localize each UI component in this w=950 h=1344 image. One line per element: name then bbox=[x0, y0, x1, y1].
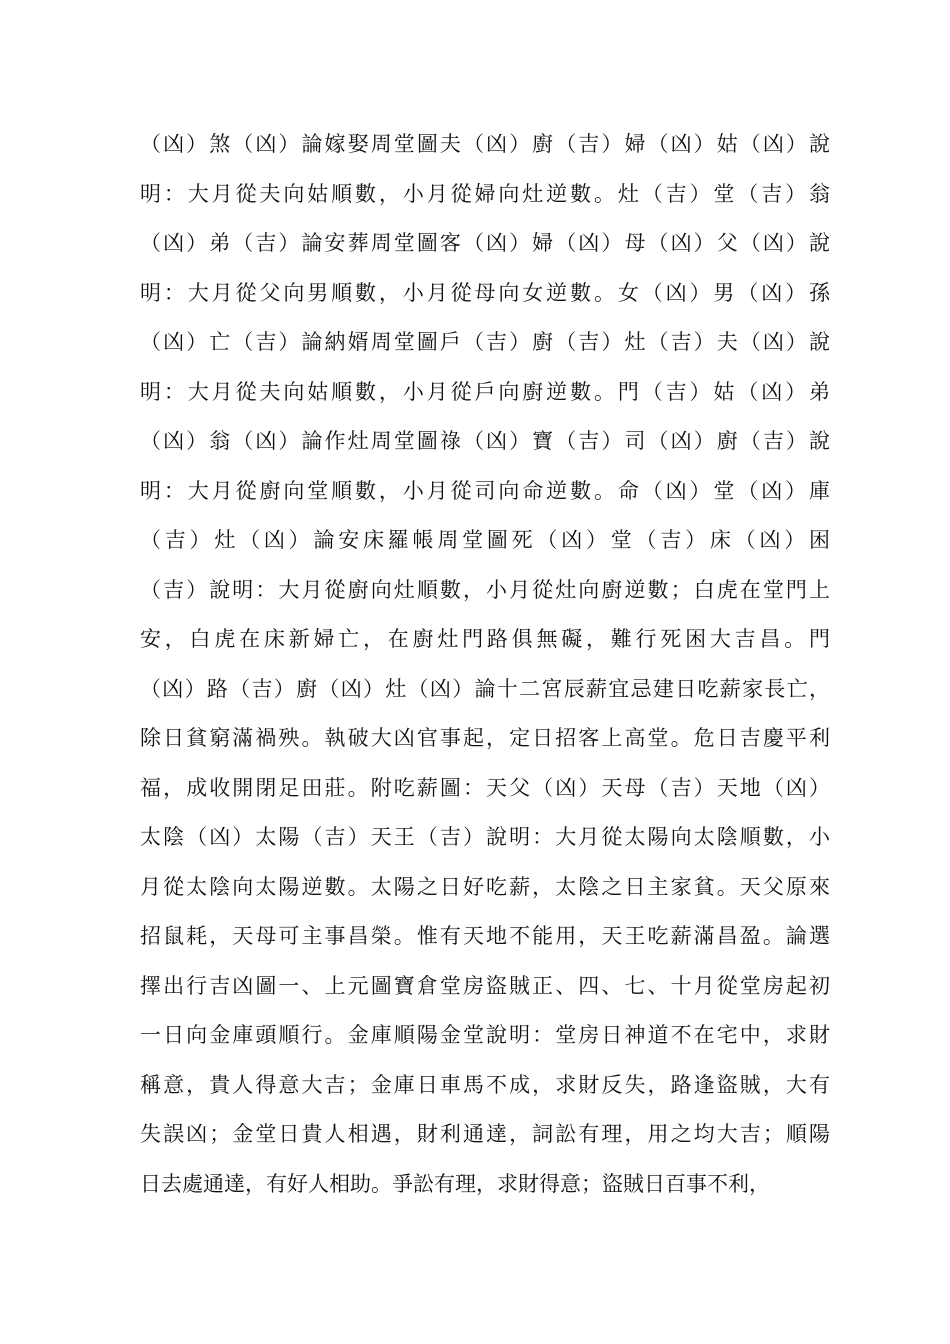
text-line: （凶）亡（吉）論納婿周堂圖戶（吉）廚（吉）灶（吉）夫（凶）說 bbox=[140, 330, 830, 354]
text-line: 明：大月從廚向堂順數，小月從司向命逆數。命（凶）堂（凶）庫 bbox=[140, 478, 830, 503]
text-line: 月從太陰向太陽逆數。太陽之日好吃薪，太陰之日主家貧。天父原來 bbox=[140, 874, 830, 899]
text-line: 安，白虎在床新婦亡，在廚灶門路俱無礙，難行死困大吉昌。門 bbox=[140, 627, 830, 651]
text-line: 除日貧窮滿禍殃。執破大凶官事起，定日招客上高堂。危日吉慶平利 bbox=[140, 726, 830, 750]
text-line: （凶）翁（凶）論作灶周堂圖祿（凶）寶（吉）司（凶）廚（吉）說 bbox=[140, 429, 830, 453]
text-line: （吉）說明：大月從廚向灶順數，小月從灶向廚逆數；白虎在堂門上 bbox=[140, 577, 830, 602]
text-line: （凶）路（吉）廚（凶）灶（凶）論十二宮辰薪宜忌建日吃薪家長亡， bbox=[140, 676, 830, 701]
text-line: （凶）煞（凶）論嫁娶周堂圖夫（凶）廚（吉）婦（凶）姑（凶）說 bbox=[140, 132, 830, 156]
text-line: 明：大月從夫向姑順數，小月從婦向灶逆數。灶（吉）堂（吉）翁 bbox=[140, 181, 830, 206]
text-line: （吉）灶（凶）論安床羅帳周堂圖死（凶）堂（吉）床（凶）困 bbox=[140, 528, 830, 552]
text-line: 日去處通達，有好人相助。爭訟有理，求財得意；盜賊日百事不利， bbox=[140, 1171, 770, 1196]
text-line: 招鼠耗，天母可主事昌榮。惟有天地不能用，天王吃薪滿昌盈。論選 bbox=[140, 924, 830, 948]
text-line: 一日向金庫頭順行。金庫順陽金堂說明：堂房日神道不在宅中，求財 bbox=[140, 1023, 830, 1047]
text-line: （凶）弟（吉）論安葬周堂圖客（凶）婦（凶）母（凶）父（凶）說 bbox=[140, 231, 830, 255]
body-text bbox=[140, 120, 830, 1209]
text-line: 明：大月從夫向姑順數，小月從戶向廚逆數。門（吉）姑（凶）弟 bbox=[140, 379, 830, 404]
text-line: 擇出行吉凶圖一、上元圖寶倉堂房盜賊正、四、七、十月從堂房起初 bbox=[140, 973, 830, 998]
text-line: 明：大月從父向男順數，小月從母向女逆數。女（凶）男（凶）孫 bbox=[140, 280, 830, 305]
text-line: 失誤凶；金堂日貴人相遇，財利通達，詞訟有理，用之均大吉；順陽 bbox=[140, 1122, 830, 1146]
text-line: 太陰（凶）太陽（吉）天王（吉）說明：大月從太陽向太陰順數，小 bbox=[140, 825, 830, 849]
text-line: 福，成收開閉足田莊。附吃薪圖：天父（凶）天母（吉）天地（凶） bbox=[140, 775, 830, 800]
text-line: 稱意，貴人得意大吉；金庫日車馬不成，求財反失，路逢盜賊，大有 bbox=[140, 1072, 830, 1097]
